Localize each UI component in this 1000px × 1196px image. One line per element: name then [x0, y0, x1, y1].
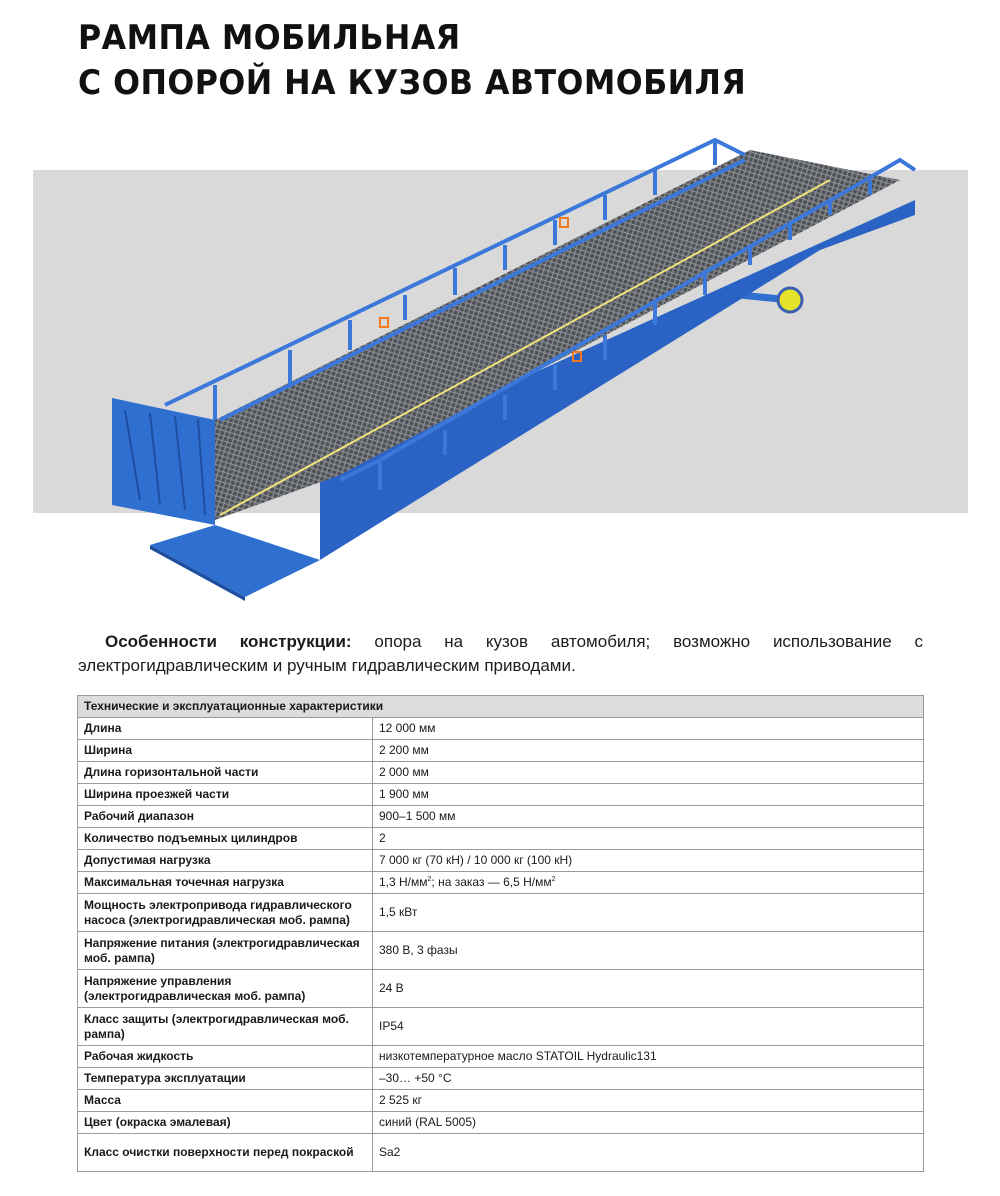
specs-table	[77, 695, 924, 1172]
spec-value: 12 000 мм	[373, 718, 924, 740]
spec-name: Температура эксплуатации	[78, 1068, 373, 1090]
spec-value	[373, 872, 924, 894]
table-row	[78, 850, 924, 872]
spec-name: Класс очистки поверхности перед покраской	[78, 1134, 373, 1172]
spec-value: 24 В	[373, 970, 924, 1008]
spec-name: Длина	[78, 718, 373, 740]
spec-value: 900–1 500 мм	[373, 806, 924, 828]
spec-name: Цвет (окраска эмалевая)	[78, 1112, 373, 1134]
table-row	[78, 970, 924, 1008]
spec-name: Количество подъемных цилиндров	[78, 828, 373, 850]
table-row	[78, 932, 924, 970]
spec-value: 1,5 кВт	[373, 894, 924, 932]
title-line-1: РАМПА МОБИЛЬНАЯ	[78, 18, 461, 58]
features-text: опора на кузов автомобиля; возможно использование с электрогидравлическим и ручным гидравлическим приводами.	[78, 632, 923, 675]
table-row	[78, 1112, 924, 1134]
spec-value: 380 В, 3 фазы	[373, 932, 924, 970]
spec-name: Максимальная точечная нагрузка	[78, 872, 373, 894]
table-row	[78, 718, 924, 740]
spec-name: Рабочая жидкость	[78, 1046, 373, 1068]
spec-name: Мощность электропривода гидравлического насоса (электрогидравлическая моб. рампа)	[78, 894, 373, 932]
table-row	[78, 1134, 924, 1172]
table-row	[78, 762, 924, 784]
spec-name: Класс защиты (электрогидравлическая моб. рампа)	[78, 1008, 373, 1046]
spec-name: Допустимая нагрузка	[78, 850, 373, 872]
platform-block	[112, 398, 215, 525]
page-title	[78, 16, 746, 106]
features-paragraph	[78, 630, 923, 678]
spec-value: низкотемпературное масло STATOIL Hydraulic131	[373, 1046, 924, 1068]
spec-name: Длина горизонтальной части	[78, 762, 373, 784]
table-row	[78, 1046, 924, 1068]
spec-name: Рабочий диапазон	[78, 806, 373, 828]
spec-name: Ширина	[78, 740, 373, 762]
table-row	[78, 894, 924, 932]
table-row	[78, 740, 924, 762]
spec-value: IP54	[373, 1008, 924, 1046]
specs-header-row	[78, 696, 924, 718]
features-label: Особенности конструкции:	[105, 632, 352, 651]
superscript: 2	[427, 876, 432, 883]
spec-name: Напряжение питания (электрогидравлическая моб. рампа)	[78, 932, 373, 970]
spec-value-part-b: ; на заказ — 6,5 Н/мм	[431, 875, 552, 889]
table-row	[78, 872, 924, 894]
spec-value: 7 000 кг (70 кН) / 10 000 кг (100 кН)	[373, 850, 924, 872]
table-row	[78, 784, 924, 806]
spec-value: 2 000 мм	[373, 762, 924, 784]
spec-value: синий (RAL 5005)	[373, 1112, 924, 1134]
table-row	[78, 1090, 924, 1112]
spec-name: Ширина проезжей части	[78, 784, 373, 806]
specs-header: Технические и эксплуатационные характеристики	[78, 696, 924, 718]
spec-value: Sa2	[373, 1134, 924, 1172]
table-row	[78, 1008, 924, 1046]
table-row	[78, 1068, 924, 1090]
spec-value: 2 200 мм	[373, 740, 924, 762]
table-row	[78, 828, 924, 850]
spec-name: Масса	[78, 1090, 373, 1112]
superscript: 2	[551, 876, 556, 883]
deck-grating	[215, 150, 900, 520]
spec-value: 1 900 мм	[373, 784, 924, 806]
spec-value-part-a: 1,3 Н/мм	[379, 875, 428, 889]
ramp-illustration	[0, 120, 1000, 620]
spec-value: 2	[373, 828, 924, 850]
spec-name: Напряжение управления (электрогидравлическая моб. рампа)	[78, 970, 373, 1008]
title-line-2: С ОПОРОЙ НА КУЗОВ АВТОМОБИЛЯ	[78, 63, 747, 103]
spec-value: 2 525 кг	[373, 1090, 924, 1112]
table-row	[78, 806, 924, 828]
spec-value: –30… +50 °С	[373, 1068, 924, 1090]
